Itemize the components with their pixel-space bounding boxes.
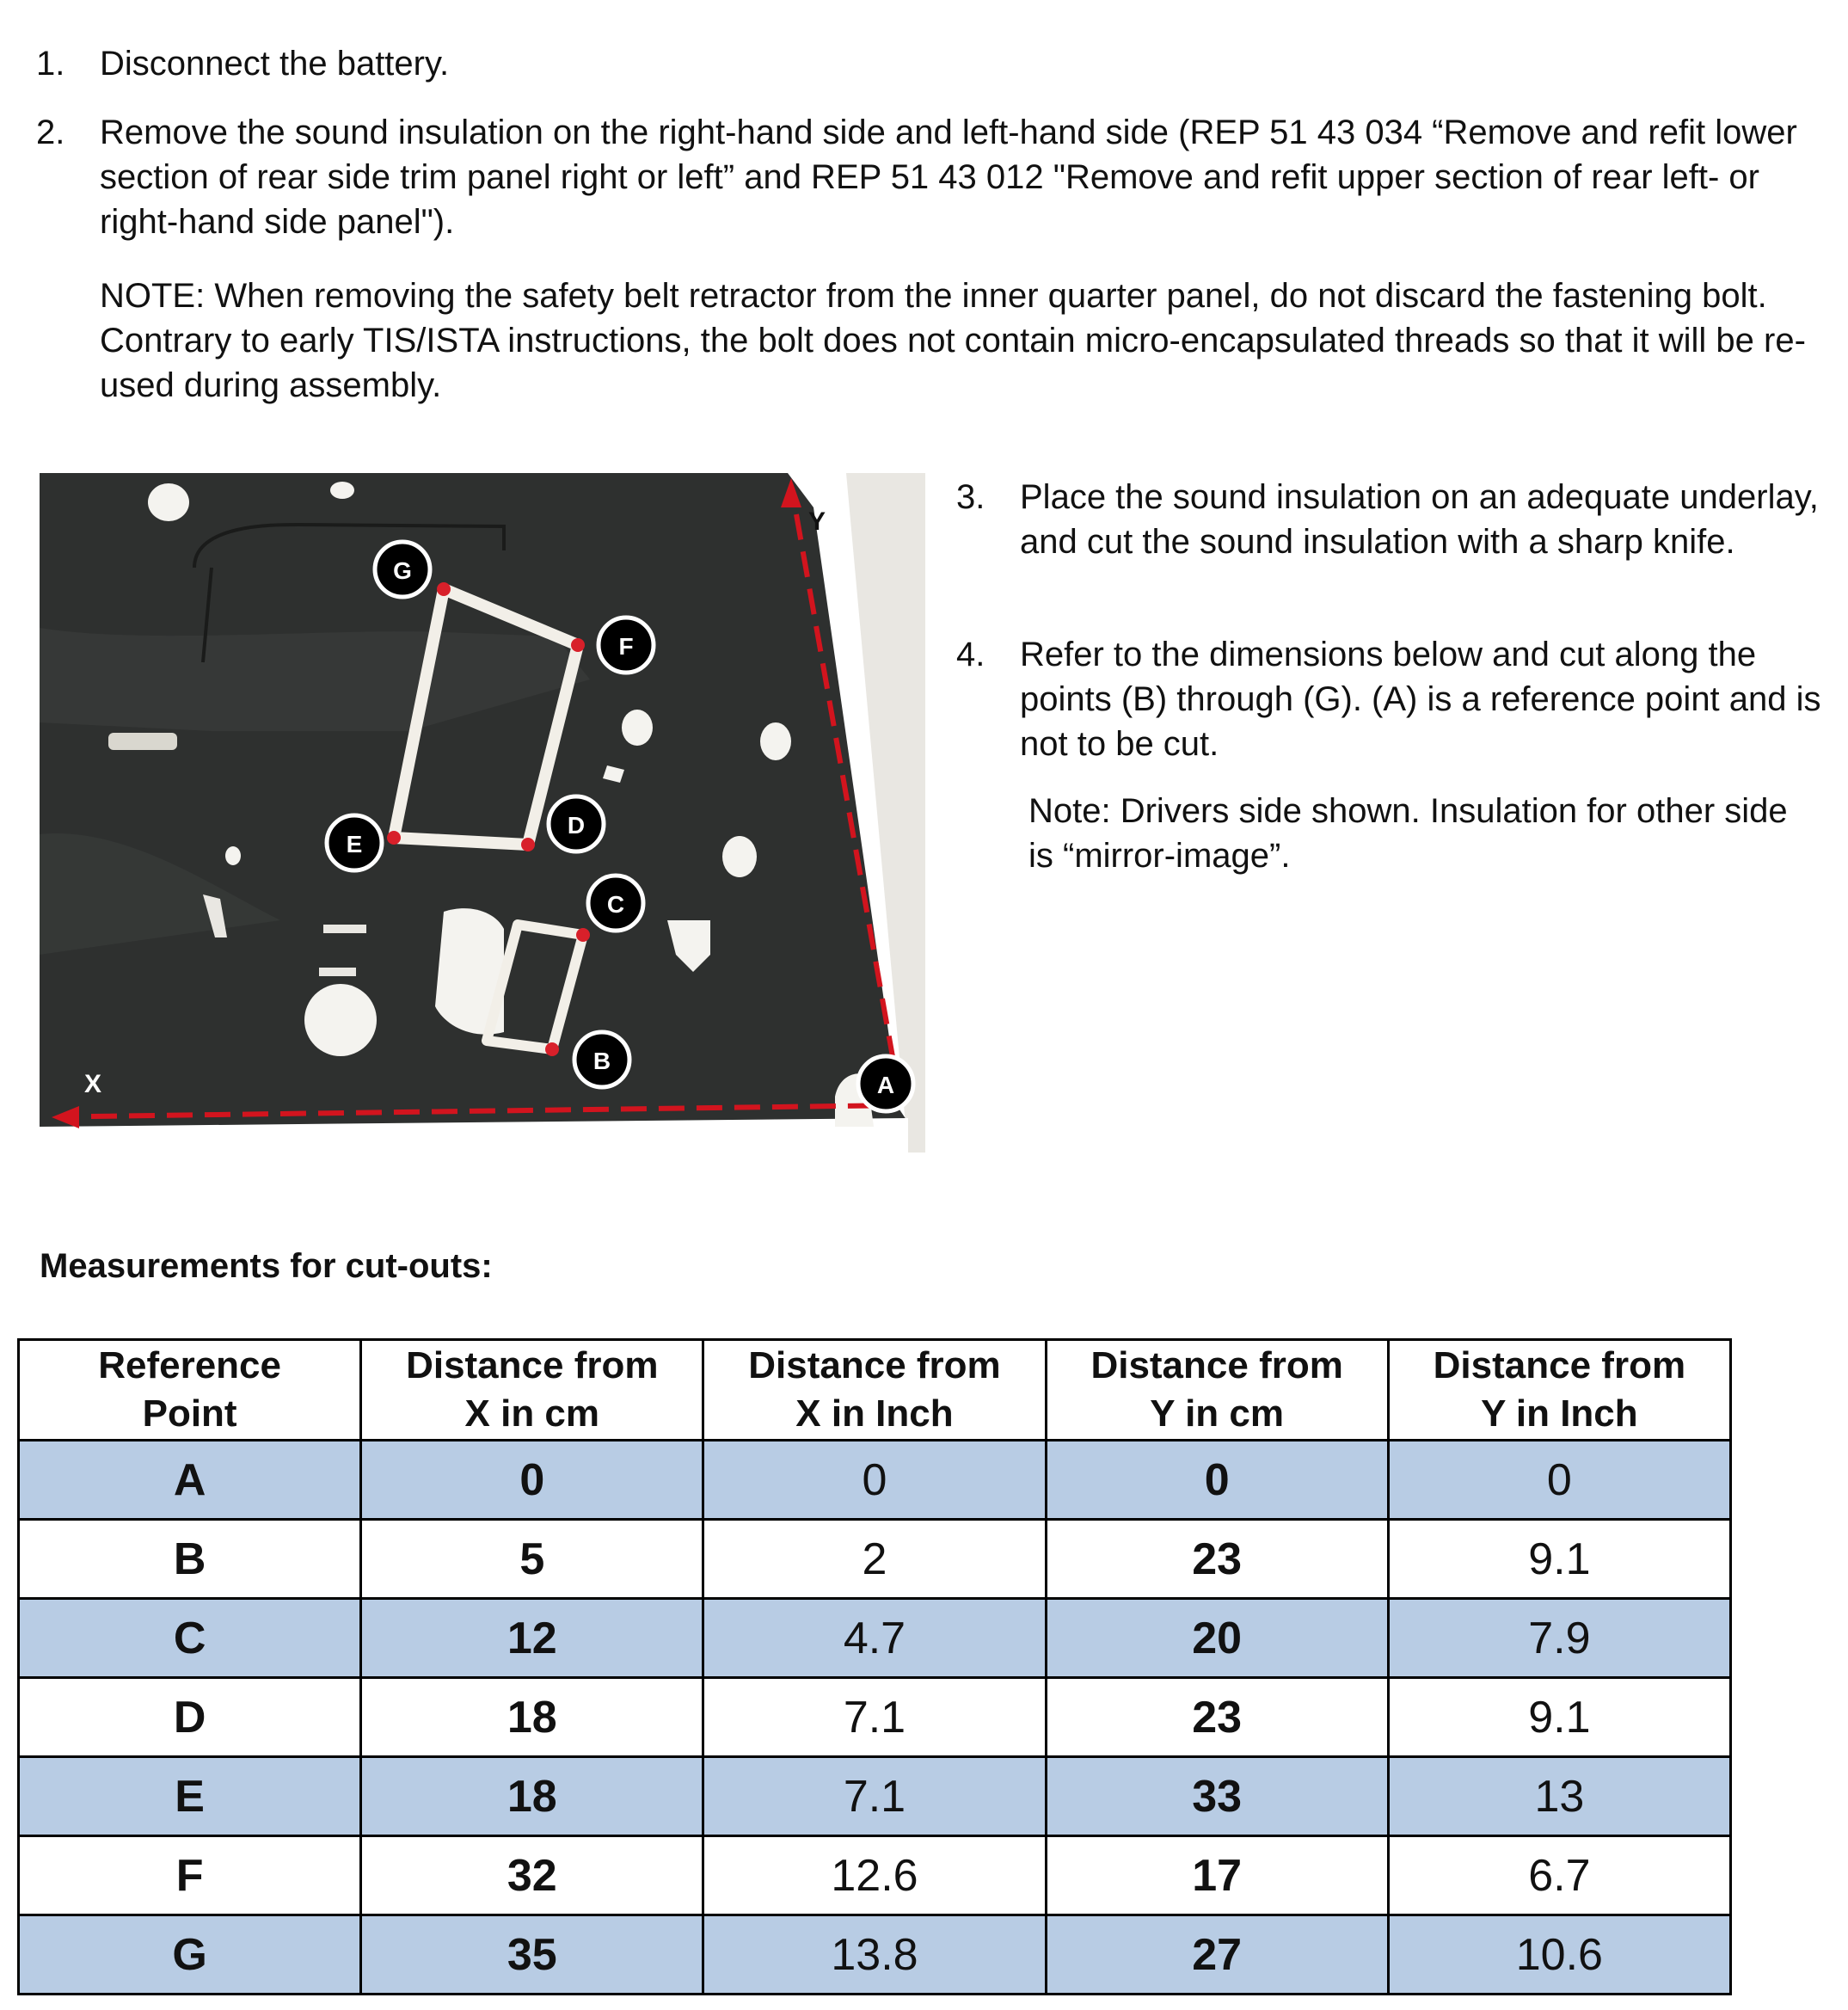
y-cm-cell: 17 — [1046, 1836, 1388, 1915]
insulation-sheet — [40, 473, 908, 1153]
header-x-cm: Distance from X in cm — [361, 1340, 703, 1441]
point-label-c — [588, 876, 643, 931]
x-cm-cell: 18 — [361, 1678, 703, 1757]
point-label-g — [375, 542, 430, 597]
step-text: Remove the sound insulation on the right-hand side and left-hand side (REP 51 43 034 “Remove and refit lower section of rear side trim panel right or left” and REP 51 43 012 "Remove and refit upper section of rear left- or right-hand side panel"). — [100, 114, 1797, 241]
point-label-text: A — [876, 1072, 895, 1098]
point-label-text: B — [592, 1048, 611, 1074]
header-reference-point: Reference Point — [19, 1340, 361, 1441]
x-inch-cell: 2 — [703, 1520, 1046, 1599]
table-row — [19, 1757, 1731, 1836]
y-inch-cell: 9.1 — [1388, 1520, 1730, 1599]
y-inch-cell: 0 — [1388, 1441, 1730, 1520]
x-inch-cell: 12.6 — [703, 1836, 1046, 1915]
x-cm-cell: 32 — [361, 1836, 703, 1915]
y-cm-cell: 23 — [1046, 1520, 1388, 1599]
header-x-inch: Distance from X in Inch — [703, 1340, 1046, 1441]
point-label-text: G — [393, 557, 412, 584]
y-cm-cell: 33 — [1046, 1757, 1388, 1836]
y-inch-cell: 13 — [1388, 1757, 1730, 1836]
step-number: 3. — [956, 478, 985, 516]
table-row — [19, 1678, 1731, 1757]
step-2 — [36, 110, 1808, 256]
table-row — [19, 1441, 1731, 1520]
measurements-table — [17, 1338, 1732, 1995]
table-row — [19, 1836, 1731, 1915]
point-label-a — [858, 1056, 913, 1111]
x-cm-cell: 0 — [361, 1441, 703, 1520]
table-row — [19, 1915, 1731, 1995]
table-header-row — [19, 1340, 1731, 1441]
y-cm-cell: 27 — [1046, 1915, 1388, 1995]
point-label-text: F — [618, 633, 634, 660]
table-row — [19, 1599, 1731, 1678]
x-cm-cell: 5 — [361, 1520, 703, 1599]
x-cm-cell: 12 — [361, 1599, 703, 1678]
safety-belt-note: NOTE: When removing the safety belt retractor from the inner quarter panel, do not discard the fastening bolt. Contrary to early TIS/ISTA instructions, the bolt does not contain micro-encapsulated threads so that it will be re-used during assembly. — [100, 277, 1806, 404]
header-y-cm: Distance from Y in cm — [1046, 1340, 1388, 1441]
x-inch-cell: 0 — [703, 1441, 1046, 1520]
point-label-e — [327, 815, 382, 870]
x-cm-cell: 35 — [361, 1915, 703, 1995]
point-label-d — [549, 796, 604, 851]
ref-cell: F — [19, 1836, 361, 1915]
step-text: Place the sound insulation on an adequate underlay, and cut the sound insulation with a sharp knife. — [1020, 478, 1819, 561]
header-y-inch: Distance from Y in Inch — [1388, 1340, 1730, 1441]
y-axis-label: Y — [808, 507, 826, 536]
y-inch-cell: 9.1 — [1388, 1678, 1730, 1757]
x-cm-cell: 18 — [361, 1757, 703, 1836]
y-inch-cell: 7.9 — [1388, 1599, 1730, 1678]
point-label-b — [574, 1032, 629, 1087]
step-4 — [956, 632, 1825, 770]
mirror-image-note: Note: Drivers side shown. Insulation for other side is “mirror-image”. — [1028, 792, 1788, 875]
point-label-text: E — [346, 831, 363, 857]
y-inch-cell: 10.6 — [1388, 1915, 1730, 1995]
x-axis-label: X — [84, 1070, 102, 1098]
step-number: 1. — [36, 45, 65, 83]
y-inch-cell: 6.7 — [1388, 1836, 1730, 1915]
step-text: Refer to the dimensions below and cut along the points (B) through (G). (A) is a reference point and is not to be cut. — [1020, 636, 1821, 763]
point-label-text: C — [606, 891, 625, 918]
ref-cell: C — [19, 1599, 361, 1678]
ref-cell: E — [19, 1757, 361, 1836]
x-inch-cell: 13.8 — [703, 1915, 1046, 1995]
step-3 — [956, 475, 1825, 612]
table-row — [19, 1520, 1731, 1599]
measurements-title: Measurements for cut-outs: — [40, 1247, 493, 1285]
x-inch-cell: 4.7 — [703, 1599, 1046, 1678]
y-cm-cell: 20 — [1046, 1599, 1388, 1678]
step-text: Disconnect the battery. — [100, 45, 450, 83]
x-inch-cell: 7.1 — [703, 1757, 1046, 1836]
ref-cell: G — [19, 1915, 361, 1995]
insulation-photo — [40, 473, 925, 1153]
y-cm-cell: 23 — [1046, 1678, 1388, 1757]
ref-cell: A — [19, 1441, 361, 1520]
x-inch-cell: 7.1 — [703, 1678, 1046, 1757]
point-label-f — [599, 618, 654, 673]
y-cm-cell: 0 — [1046, 1441, 1388, 1520]
point-label-text: D — [567, 812, 586, 839]
ref-cell: D — [19, 1678, 361, 1757]
step-1 — [36, 41, 1808, 89]
step-number: 2. — [36, 114, 65, 151]
step-number: 4. — [956, 636, 985, 673]
ref-cell: B — [19, 1520, 361, 1599]
